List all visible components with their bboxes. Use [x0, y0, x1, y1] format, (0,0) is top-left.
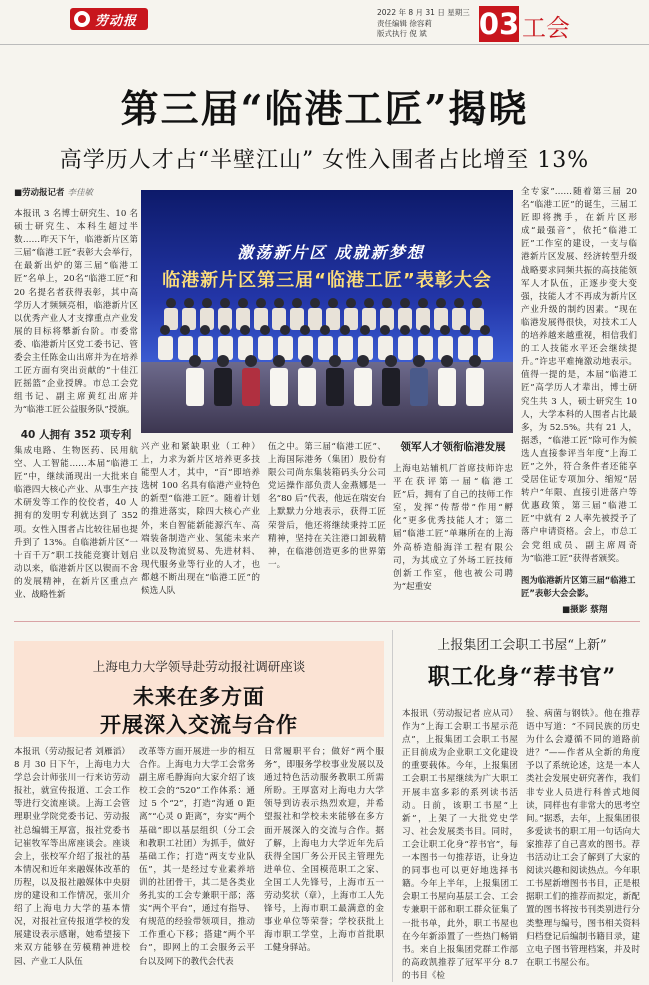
article2-title-line1: 未来在多方面	[133, 684, 265, 709]
photo-banner-slogan: 激荡新片区 成就新梦想	[237, 243, 425, 262]
photo-credit: ■摄影 蔡翔	[562, 605, 608, 615]
article2-col2: 改革等方面开展进一步的相互合作。上海电力大学工会常务副主席毛静海向大家介绍了该校工会的“520”工作体系：通过 5 个“2”，打造“沟通 0 距离”“心灵 0 距离”，夯实“两个基础”即以基层组织（分工会和教职工社团）为抓手，做好基础工作；打造“两支专业队伍”，其一是经过专业素养培训的社团骨干，其二是各类业务扎实的工会专兼职干部；落实“两个平台”，通过有指导、有规范的经验带领项目，推动工作重心下移；搭建“两个平台”，即网上的工会服务云平台以及网下的教代会代表	[139, 747, 255, 967]
article2-headline-box	[14, 641, 384, 737]
subhead-patents: 40 人拥有 352 项专利	[20, 429, 132, 441]
photo-caption: 图为临港新片区第三届“临港工匠”表彰大会会影。	[521, 575, 636, 598]
article2-kicker: 上海电力大学领导赴劳动报社调研座谈	[92, 659, 306, 674]
main-article-col2: 兴产业和紧缺职业（工种）上，力求为新片区培养更多技能型人才，其中，“百”即培养选树 100 名具有临港产业特色的新型“临港工匠”。随着计划的推进落实，除四大核心产业外，来自智能新能源汽车、高端装备制造产业、氢能未来产业以及物流贸易、先进材料、现代服务业等行业的人才，也都越不断出现在“临港工匠”的候选人队	[141, 442, 260, 597]
photo-crowd-figures	[156, 298, 501, 408]
main-article-col1a: 本报讯 3 名博士研究生、10 名硕士研究生、本科生超过半数……昨天下午，临港新片区第三届“临港工匠”表彰大会举行，在最新出炉的第三届“临港工匠”名单上，20名“临港工匠”和 20 名提名者获得表彰，其中高学历人才频频亮相，临港新片区以优秀产业人才支撑重点产业发展的目标将攀新台阶。市委常委、临港新片区党工委书记、管委会主任陈金山出席并为在培养工匠方面有突出贡献的“十佳江匠摇篮”企业授牌。市总工会党组书记、副主席黄红出席并为“临港工匠公益服务队”授旗。	[14, 209, 138, 416]
newspaper-logo	[70, 8, 148, 30]
section-divider	[14, 621, 640, 622]
main-article-col1b: 集成电路、生物医药、民用航空、人工智能……本届“临港工匠”中，继续涌现出一大批来自临港四大核心产业、从事生产技术研发等工作的佼佼者，40 人拥有的发明专利就达到了 352 项。女性入围者占比较往届也提升到了 13%。自临港新片区“一十百千万”职工技能竞赛计划启动以来，临港新片区以锲而不舍的发展精神，在新片区重点产业、战略性新	[14, 446, 138, 601]
logo-emblem-icon	[74, 11, 90, 27]
main-byline	[14, 186, 139, 198]
article3-col1: 本报讯（劳动报记者 应从司）作为“上海工会职工书屋示范点”，上报集团工会职工书屋正目前成为企业职工文化建设的重要载体。今年，上报集团工会职工书屋继续为广大职工开展丰富多彩的系列读书活动。日前，该职工书屋“上新”，上架了一大批党史学习、社会发展类书目。同时，工会让职工化身“荐书官”，每一本图书一句推荐语，让身边的同事也可以更好地选择书籍。今年上半年，上报集团工会职工书屋向基层工会、工会专兼职干部和职工群众征集了一批书单，此外，职工书屋也在今年新添置了一些热门畅销书。来自上报集团党群工作部的高政凯推荐了冠军平分 8.7 的书目《检	[402, 709, 518, 981]
ceremony-photo	[141, 190, 513, 433]
logo-text: 劳动报	[95, 13, 138, 29]
article3-col2: 验、病菌与钢铁》。他在推荐语中写道：“不同民族的历史为什么会遵循不同的道路前进？”——作者从全新的角度予以了系统论述，这是一本人类社会发展史研究著作，我们非专业人员进行科普式地阅读，同样也有非常大的思考空间。”据悉，去年，上报集团很多爱读书的职工用一句话向大家推荐了自己喜欢的图书。荐书活动让工会了解到了大家的阅读兴趣和阅读热点。今年职工书屋新增图书书目，正是根据职工们的推荐而拟定，新配置的图书将按书刊类别进行分类整理与编号，图书相关资料归档登记后编制书籍目录，建立电子图书管理档案，并及时在职工书屋公布。	[526, 709, 640, 968]
main-article-col4: 上海电站辅机厂首席技师许忠平在获评第一届“临港工匠”后，拥有了自己的技师工作室，发挥“传帮带”作用“孵化”更多优秀技能人才；第二届“临港工匠”单琳所在的上海外高桥造船海洋工程有限公司，为其成立了外场工匠技师创新工作室，他也被公司聘为“起重安	[393, 464, 513, 592]
byline-label: ■劳动报记者	[14, 188, 65, 198]
page-number: 03	[478, 7, 520, 41]
subhead-leaders: 领军人才领衔临港发展	[400, 441, 506, 453]
responsible-editor: 责任编辑 徐容莉	[377, 18, 432, 28]
article-column-divider	[392, 630, 393, 982]
issue-date: 2022 年 8 月 31 日 星期三	[377, 8, 470, 17]
article2-col1: 本报讯（劳动报记者 刘雁滔）8 月 30 日下午，上海电力大学总会计师张川一行来访劳动报社，就宣传报道、工会工作等进行交流座谈。上海工会管理职业学院党委书记、劳动报社总编辑王厚富，报社党委书记崔牧军等出席座谈会。座谈会上，张校军介绍了报社的基本情况和近年来融媒体改革的历程，以及报社融媒体中央厨房的建设和工作情况，张川介绍了上海电力大学的基本情况，对报社宣传报道学校的发展建设表示感谢，她希望接下来双方能够在劳模精神进校园、产业工人队伍	[14, 747, 130, 967]
byline-author: 李佳敏	[67, 188, 94, 198]
photo-banner-title: 临港新片区第三届“临港工匠”表彰大会	[162, 270, 492, 291]
main-article-col5: 全专家”……随着第三届 20 名“临港工匠”的诞生，三届工匠即将携手，在新片区形成“最强音”，依托“临港工匠”工作室的建设，一支与临港新片区发展、经济转型升级战略要求同频共振的高技能领军人才队伍，正逐步变大变强，技能人才不再成为新片区产业升级的制约因素。“现在临港发展得很快，对技术工人的培养越来越重视，相信我们的工人技能水平还会继续提升。”许忠平难掩激动地表示。值得一提的是，本届“临港工匠”高学历人才辈出，博士研究生共 3 人，硕士研究生 10 人，大学本科的人围者占比最多，为 52.5%。共有 21 人，据悉，“临港工匠”除可作为候选人直接参评当年度“上海工匠”之外，符合条件者还能享受居住证专项加分、缩短“居转户”年限、直接引进落户等优惠政策，第三届“临港工匠”中就有 2 人率先被授予了落户申请资格。会上，市总工会党组成员、副主席周奇为“临港工匠”获得者颁奖。	[521, 187, 637, 564]
issue-meta	[377, 8, 470, 40]
layout-executor: 版式执行 倪 斌	[377, 29, 427, 38]
main-subheadline: 高学历人才占“半壁江山” 女性入围者占比增至 13%	[59, 148, 590, 173]
section-title: 工会	[522, 14, 570, 42]
article2-col3: 日常履职平台；做好“两个服务”，即服务学校事业发展以及通过特色活动服务教职工所需所盼。王厚富对上海电力大学领导到访表示热烈欢迎，并希望报社和学校未来能够在多方面开展深入的交流与合作。据了解，上海电力大学近年先后获得全国厂务公开民主管理先进单位、全国模范职工之家、全国工人先锋号，上海市五一劳动奖状（章），上海市工人先锋号，上海市职工最满意的金事业单位等荣誉；学校获批上海市职工学堂，上海市首批职工健身驿站。	[264, 747, 384, 954]
article3-title: 职工化身“荐书官”	[427, 664, 617, 690]
article3-kicker: 上报集团工会职工书屋“上新”	[437, 638, 607, 653]
main-headline: 第三届“临港工匠”揭晓	[120, 86, 529, 131]
main-article-col3: 伍之中。第三届“临港工匠”、上海国际港务（集团）股份有限公司尚东集装箱码头分公司党运操作部负责人金燕娜是一名“80 后”代表，他远在瑞安台上默默力分地表示，获得工匠荣誉后，他还将继续秉持工匠精神，坚持在关注港口卸载精神，在临港创造更多的世界第一。	[268, 442, 386, 570]
header-divider	[0, 44, 649, 45]
article2-title-line2: 开展深入交流与合作	[100, 712, 298, 737]
